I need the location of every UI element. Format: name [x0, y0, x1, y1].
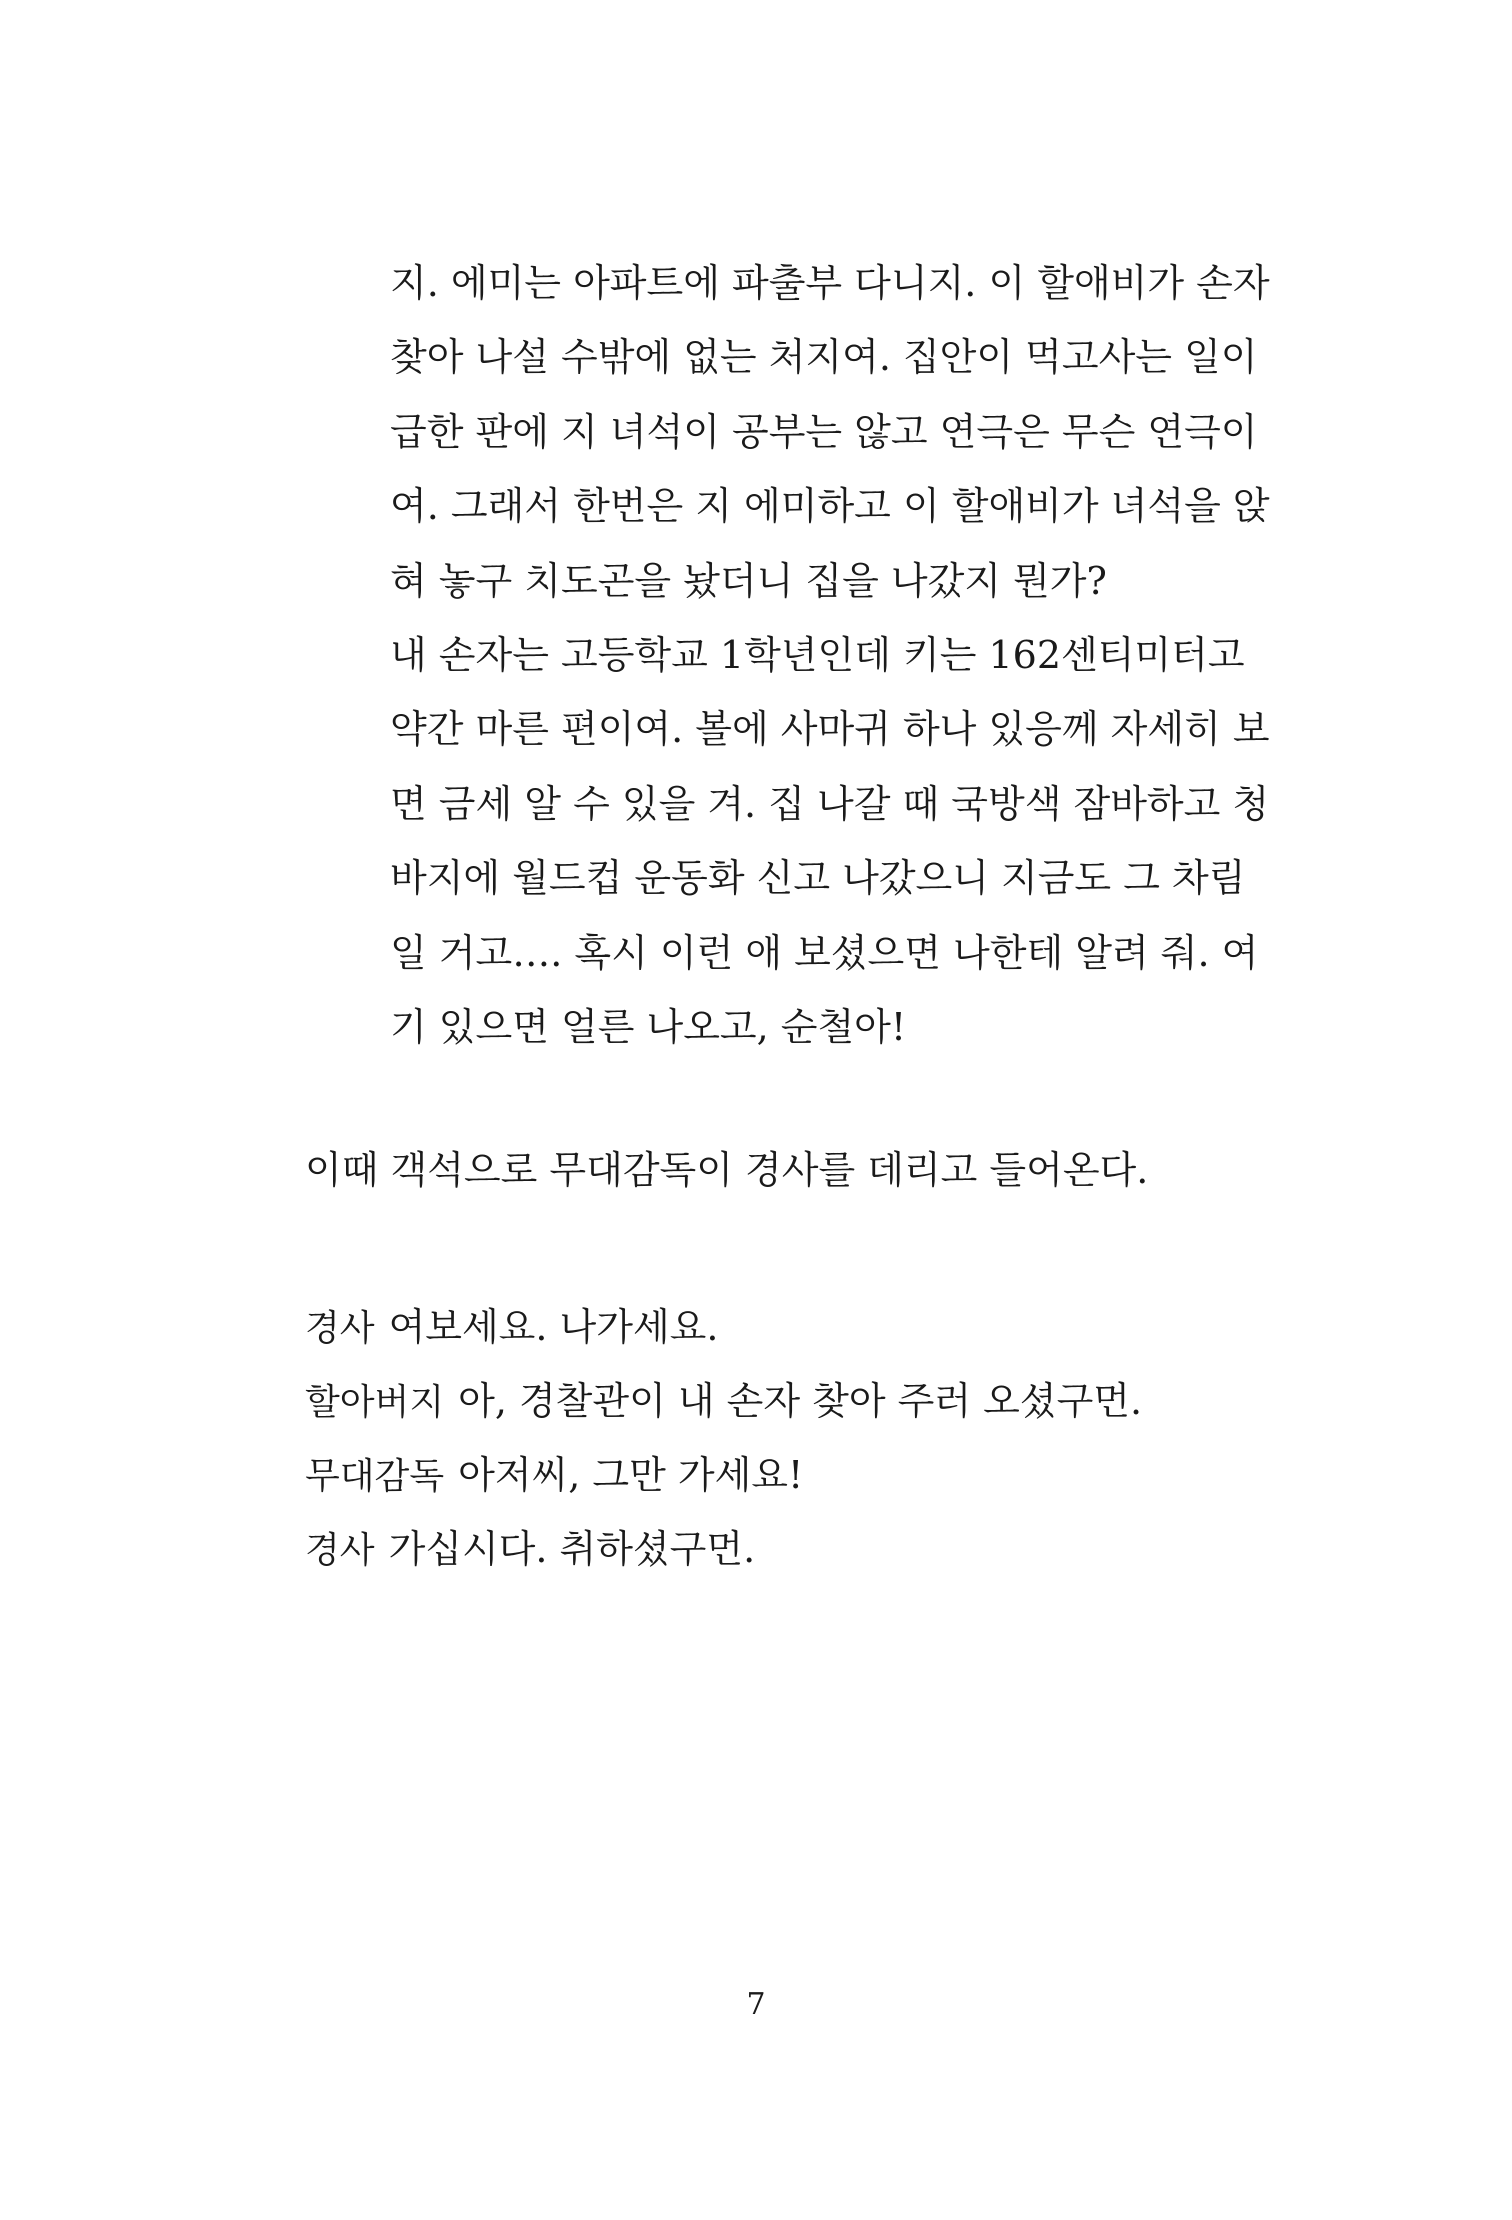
dialogue-row [305, 1364, 1142, 1438]
stage-direction: 이때 객석으로 무대감독이 경사를 데리고 들어온다. [305, 1148, 1149, 1192]
speech-line: 약간 마른 편이여. 볼에 사마귀 하나 있응께 자세히 보 [390, 707, 1270, 752]
speech-line: 바지에 월드컵 운동화 신고 나갔으니 지금도 그 차림 [390, 856, 1246, 901]
dialogue-line: 여보세요. 나가세요. [388, 1305, 719, 1349]
dialogue-row [305, 1438, 1142, 1512]
speaker-name: 무대감독 [305, 1456, 445, 1497]
speech-line: 기 있으면 얼른 나오고, 순철아! [390, 1004, 907, 1049]
dialogue-row [305, 1290, 1142, 1364]
grandfather-speech-block [390, 246, 1270, 1064]
page-number: 7 [746, 1987, 766, 2022]
dialogue-line: 아, 경찰관이 내 손자 찾아 주러 오셨구먼. [458, 1379, 1143, 1423]
dialogue-line: 가십시다. 취하셨구먼. [388, 1527, 756, 1571]
speaker-name: 경사 [305, 1530, 375, 1571]
speaker-name: 할아버지 [305, 1382, 445, 1423]
speech-line: 일 거고…. 혹시 이런 애 보셨으면 나한테 알려 줘. 여 [390, 930, 1259, 975]
speech-line: 면 금세 알 수 있을 겨. 집 나갈 때 국방색 잠바하고 청 [390, 781, 1270, 826]
speech-line: 지. 에미는 아파트에 파출부 다니지. 이 할애비가 손자 [390, 261, 1270, 305]
speech-line: 여. 그래서 한번은 지 에미하고 이 할애비가 녀석을 앉 [390, 484, 1270, 529]
speech-line: 내 손자는 고등학교 1학년인데 키는 162센티미터고 [390, 632, 1245, 677]
speech-line: 혀 놓구 치도곤을 놨더니 집을 나갔지 뭔가? [390, 558, 1107, 603]
speaker-name: 경사 [305, 1308, 375, 1349]
speech-line: 급한 판에 지 녀석이 공부는 않고 연극은 무슨 연극이 [390, 409, 1258, 454]
dialogue-row [305, 1512, 1142, 1586]
dialogue-line: 아저씨, 그만 가세요! [458, 1453, 804, 1497]
dialogue-block [305, 1290, 1142, 1586]
speech-line: 찾아 나설 수밖에 없는 처지여. 집안이 먹고사는 일이 [390, 335, 1258, 380]
